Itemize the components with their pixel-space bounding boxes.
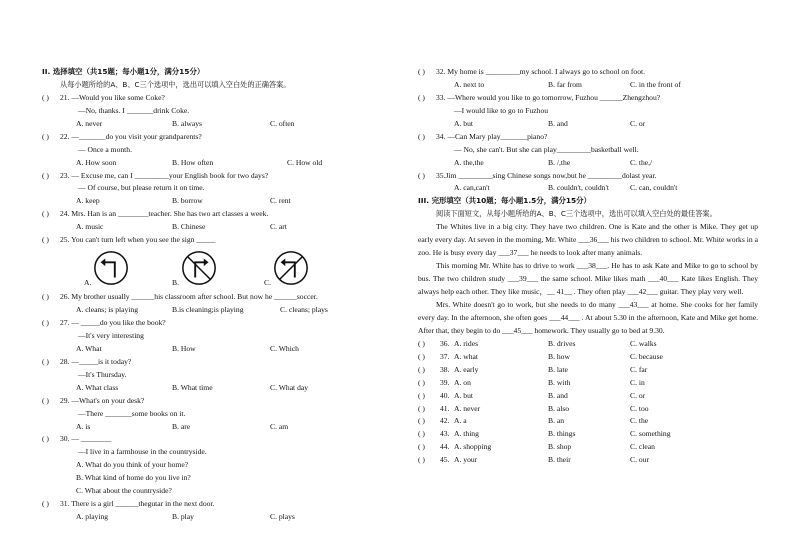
traffic-signs <box>42 247 382 291</box>
question-stem: 34. —Can Mary play_______piano? <box>436 131 548 141</box>
question-number: 42. <box>440 416 450 426</box>
answer-bracket[interactable]: ( ) <box>42 209 49 219</box>
options-31 <box>42 511 382 524</box>
option-a: A. but <box>454 118 473 128</box>
answer-bracket[interactable]: ( ) <box>418 390 425 400</box>
question-stem: 28. —_____is it today? <box>60 356 132 366</box>
question-number: 40. <box>440 390 450 400</box>
option-c: C. often <box>270 118 295 128</box>
options-23 <box>42 195 382 208</box>
cloze-question-row <box>418 403 758 416</box>
option-b: B. how <box>548 351 570 361</box>
answer-bracket[interactable]: ( ) <box>42 434 49 444</box>
question-33 <box>418 92 758 105</box>
option-a: A. cleans; is playing <box>76 305 139 315</box>
options-21 <box>42 118 382 131</box>
option-b: B. an <box>548 416 565 426</box>
question-23 <box>42 170 382 183</box>
options-34 <box>418 157 758 170</box>
question-number: 43. <box>440 429 450 439</box>
cloze-question-row <box>418 415 758 428</box>
option-a: A. What class <box>76 382 119 392</box>
question-30 <box>42 433 382 446</box>
options-22 <box>42 157 382 170</box>
question-stem: 30. — ________ <box>60 434 112 444</box>
options-26 <box>42 304 382 317</box>
option-c: C. because <box>630 351 663 361</box>
no-turn-sign-b-icon <box>180 249 218 287</box>
options-35 <box>418 182 758 195</box>
question-stem: 31. There is a girl ______thegutar in the next door. <box>60 499 215 509</box>
answer-bracket[interactable]: ( ) <box>42 499 49 509</box>
option-b: B. What time <box>172 382 213 392</box>
answer-bracket[interactable]: ( ) <box>42 170 49 180</box>
option-b: B. drives <box>548 338 576 348</box>
question-line: —No, thanks. I _______drink Coke. <box>78 105 190 115</box>
question-34 <box>418 131 758 144</box>
option-b: B. borrow <box>172 196 203 206</box>
answer-bracket[interactable]: ( ) <box>418 92 425 102</box>
option-b: B. How <box>172 343 196 353</box>
option-a: A. playing <box>76 512 109 522</box>
left-column <box>42 66 382 524</box>
options-32 <box>418 79 758 92</box>
cloze-question-row <box>418 364 758 377</box>
option-c: C. the <box>630 416 649 426</box>
option-b: B.is cleaning;is playing <box>172 305 244 315</box>
option-c: C. too <box>630 403 649 413</box>
option-b: B. things <box>548 429 576 439</box>
option-b: B. their <box>548 455 571 465</box>
option-a: A. What do you think of your home? <box>76 460 189 470</box>
question-24 <box>42 208 382 221</box>
question-number: 37. <box>440 351 450 361</box>
answer-bracket[interactable]: ( ) <box>418 416 425 426</box>
question-number: 38. <box>440 364 450 374</box>
options-28 <box>42 382 382 395</box>
question-22 <box>42 131 382 144</box>
option-c: C. rent <box>270 196 291 206</box>
answer-bracket[interactable]: ( ) <box>418 67 425 76</box>
question-line: —There _______some books on it. <box>78 408 186 418</box>
option-b: B. always <box>172 118 202 128</box>
question-stem: 32. My home is _________my school. I always go to school on foot. <box>436 67 646 76</box>
section-3-title: III. 完形填空（共10题；每小题1.5分，满分15分） <box>418 196 591 206</box>
answer-bracket[interactable]: ( ) <box>418 170 425 180</box>
answer-bracket[interactable]: ( ) <box>42 235 49 245</box>
question-line: — Once a month. <box>78 144 132 154</box>
option-c: C. art <box>270 222 287 232</box>
question-21 <box>42 92 382 105</box>
question-stem: 22. —_______do you visit your grandparents? <box>60 131 202 141</box>
question-stem: 33. —Where would you like to go tomorrow, Fuzhou ______Zhengzhou? <box>436 92 661 102</box>
option-b: B. Chinese <box>172 222 206 232</box>
answer-bracket[interactable]: ( ) <box>42 131 49 141</box>
answer-bracket[interactable]: ( ) <box>42 292 49 302</box>
option-c: C. in <box>630 377 645 387</box>
option-c: C. clean <box>630 442 655 452</box>
question-27 <box>42 317 382 330</box>
cloze-question-row <box>418 454 758 467</box>
option-a: A. <box>84 278 92 288</box>
option-b: B. shop <box>548 442 572 452</box>
option-b: B. What kind of home do you live in? <box>76 473 191 483</box>
question-line: —I would like to go to Fuzhou <box>454 105 549 115</box>
option-a: A. on <box>454 377 471 387</box>
question-line: —It's very interesting <box>78 330 144 340</box>
cloze-question-row <box>418 390 758 403</box>
question-stem: 29. —What's on your desk? <box>60 395 145 405</box>
option-a: A. never <box>76 118 103 128</box>
question-number: 44. <box>440 442 450 452</box>
option-c: C. our <box>630 455 649 465</box>
question-line: — No, she can't. But she can play_________basketball well. <box>454 144 639 154</box>
cloze-question-row <box>418 377 758 390</box>
cloze-question-row <box>418 351 758 364</box>
options-27 <box>42 343 382 356</box>
option-a: A. your <box>454 455 478 465</box>
option-c: C. How old <box>287 157 323 167</box>
question-stem: 27. — _____do you like the book? <box>60 318 166 327</box>
option-c: C. far <box>630 364 648 374</box>
option-c: C. am <box>270 421 289 431</box>
option-a: A. is <box>76 421 91 431</box>
question-35 <box>418 170 758 183</box>
option-b: B. /,the <box>548 157 571 167</box>
section-3-instruction: 阅读下面短文，从每小题所给的A、B、C三个选项中，选出可以填入空白处的最佳答案。 <box>436 209 717 219</box>
option-c: C. or <box>630 390 646 400</box>
cloze-question-row <box>418 428 758 441</box>
option-c: C. walks <box>630 338 657 348</box>
answer-bracket[interactable]: ( ) <box>418 351 425 361</box>
passage-paragraph-3: Mrs. White doesn't go to work, but she needs to do many ___43___ at home. She cooks for her family every day. In the afternoon, she often goes ___44___ . At about 5.30 in the afternoon, Kate and Mike get home. After that, they begin to do ___45___ homework. They usually go to bed at 9.30. <box>418 299 758 335</box>
option-c: C. something <box>630 429 671 439</box>
question-stem: 25. You can't turn left when you see the sign _____ <box>60 235 216 245</box>
option-c: C. What about the countryside? <box>76 486 172 496</box>
question-line: —It's Thursday. <box>78 369 127 379</box>
answer-bracket[interactable]: ( ) <box>418 429 425 439</box>
option-b: B. <box>172 278 179 288</box>
option-c: C. cleans; plays <box>280 305 328 315</box>
question-32 <box>418 66 758 79</box>
option-b: B. late <box>548 364 568 374</box>
option-a: A. thing <box>454 429 479 439</box>
question-line: —I live in a farmhouse in the countryside. <box>78 447 207 457</box>
question-number: 45. <box>440 455 450 465</box>
answer-bracket[interactable]: ( ) <box>42 356 49 366</box>
option-a: A. shopping <box>454 442 492 452</box>
answer-bracket[interactable]: ( ) <box>418 338 425 348</box>
option-c: C. <box>264 278 271 288</box>
option-b: B. How often <box>172 157 214 167</box>
question-stem: 35.Jim _________sing Chinese songs now,but he _________dolast year. <box>436 170 657 180</box>
option-c: C. Which <box>270 343 299 353</box>
question-31 <box>42 498 382 511</box>
option-a: A. a <box>454 416 467 426</box>
option-a: A. What <box>76 343 102 353</box>
question-28 <box>42 356 382 369</box>
answer-bracket[interactable]: ( ) <box>418 377 425 387</box>
passage-paragraph-2: This morning Mr. White has to drive to work ___38___. He has to ask Kate and Mike to go to school by bus. The two children study ___39___ the same school. Mike likes math ___40___ Kate likes English. They always help each other. They like music，__ 41__ . They often play ___42___ guitar. They play very well. <box>418 261 758 297</box>
right-column <box>418 66 758 467</box>
no-left-turn-sign-c-icon <box>272 249 310 287</box>
question-26 <box>42 291 382 304</box>
options-29 <box>42 421 382 434</box>
question-25 <box>42 234 382 247</box>
answer-bracket[interactable]: ( ) <box>42 92 49 102</box>
question-stem: 21. —Would you like some Coke? <box>60 92 165 102</box>
section-2-instruction: 从每小题所给的A、B、C三个选项中，选出可以填入空白处的正确答案。 <box>60 79 291 89</box>
option-b: B. and <box>548 390 568 400</box>
option-a: A. How soon <box>76 157 117 167</box>
option-b: B. are <box>172 421 191 431</box>
option-a: A. can,can't <box>454 183 490 193</box>
options-24 <box>42 221 382 234</box>
option-b: B. and <box>548 118 568 128</box>
option-a: A. music <box>76 222 104 232</box>
question-number: 41. <box>440 403 450 413</box>
question-29 <box>42 395 382 408</box>
answer-bracket[interactable]: ( ) <box>418 131 425 141</box>
options-33 <box>418 118 758 131</box>
option-b: B. with <box>548 377 571 387</box>
cloze-question-row <box>418 441 758 454</box>
option-c: C. What day <box>270 382 309 392</box>
option-a: A. keep <box>76 196 100 206</box>
section-2-title: II. 选择填空（共15题；每小题1分，满分15分） <box>42 67 205 76</box>
question-stem: 23. — Excuse me, can I _________your English book for two days? <box>60 170 269 180</box>
answer-bracket[interactable]: ( ) <box>42 395 49 405</box>
option-b: B. couldn't, couldn't <box>548 183 609 193</box>
option-a: A. rides <box>454 338 479 348</box>
question-number: 36. <box>440 338 450 348</box>
answer-bracket[interactable]: ( ) <box>418 455 425 465</box>
question-line: — Of course, but please return it on time. <box>78 183 205 193</box>
option-a: A. what <box>454 351 479 361</box>
option-a: A. never <box>454 403 481 413</box>
option-a: A. but <box>454 390 473 400</box>
cloze-question-row <box>418 338 758 351</box>
option-b: B. far from <box>548 79 582 89</box>
answer-bracket[interactable]: ( ) <box>42 318 49 327</box>
option-c: C. the,/ <box>630 157 653 167</box>
question-stem: 26. My brother usually ______his classroom after school. But now he ______soccer. <box>60 292 318 302</box>
answer-bracket[interactable]: ( ) <box>418 364 425 374</box>
passage-paragraph-1: The Whites live in a big city. They have two children. One is Kate and the other is Mike. They get up early every day. At seven in the morning, Mr. White ___36___ his two children to school. Mr. White works in a zoo. He is busy every day ___37___ he needs to look after many animals. <box>418 222 758 258</box>
no-left-turn-sign-a-icon <box>92 249 130 287</box>
answer-bracket[interactable]: ( ) <box>418 442 425 452</box>
cloze-answer-list <box>418 338 758 467</box>
option-a: A. next to <box>454 79 485 89</box>
option-c: C. or <box>630 118 646 128</box>
option-a: A. early <box>454 364 479 374</box>
option-c: C. plays <box>270 512 295 522</box>
question-stem: 24. Mrs. Han is an ________teacher. She has two art classes a week. <box>60 209 269 219</box>
answer-bracket[interactable]: ( ) <box>418 403 425 413</box>
option-c: C. can, couldn't <box>630 183 678 193</box>
option-a: A. the,the <box>454 157 484 167</box>
option-b: B. also <box>548 403 570 413</box>
option-b: B. play <box>172 512 194 522</box>
question-number: 39. <box>440 377 450 387</box>
option-c: C. in the front of <box>630 79 681 89</box>
